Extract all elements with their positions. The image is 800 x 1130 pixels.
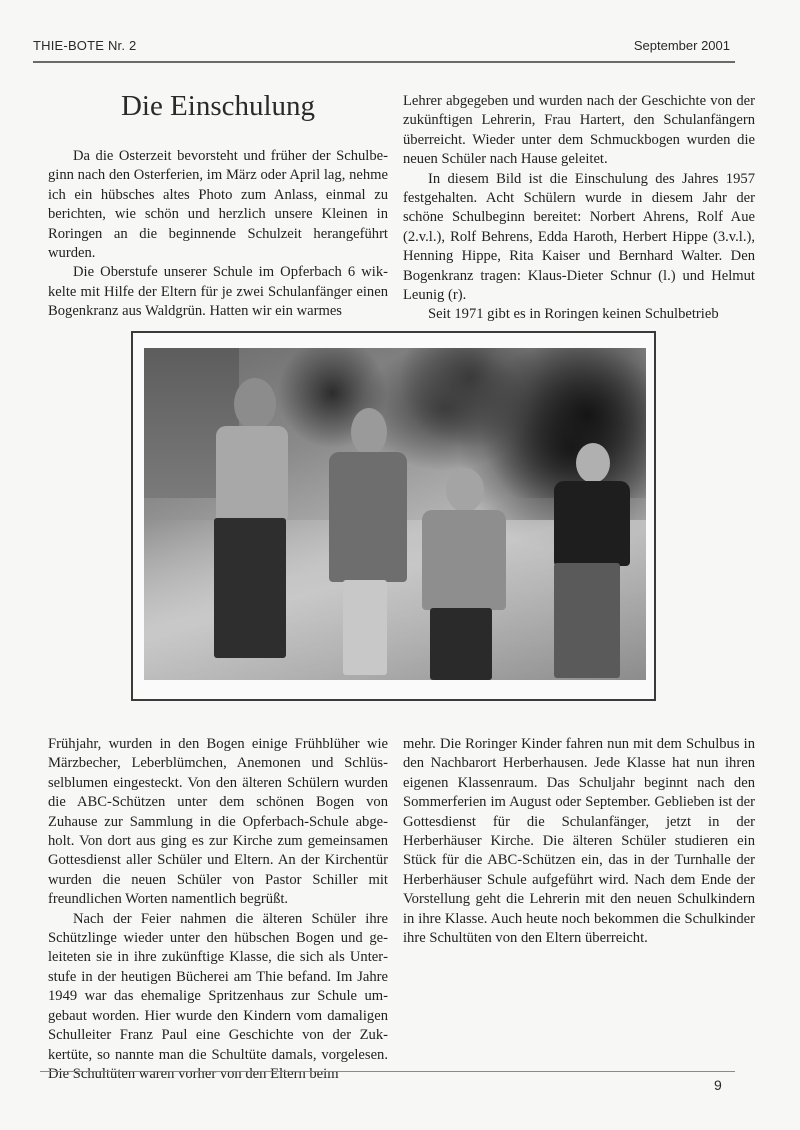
running-header	[33, 38, 735, 58]
publication-name: THIE-BOTE Nr. 2	[33, 38, 137, 53]
paragraph: Frühjahr, wurden in den Bogen einige Frühblüher wie Märzbecher, Leberblümchen, Anemonen und Schlüsselblumen eingesteckt. Von den älteren Schülern wurden die ABC-Schützen unter dem schönen Bogen von Zuhause zur Sammlung in die Opferbach-Schule abgeholt. Von dort aus ging es zur Kirche zum gemeinsamen Gottesdienst aller Schüler und Eltern. An der Kirchentür wurden die neuen Schüler von Pastor Schiller mit freundlichen Worten namentlich begrüßt.	[48, 736, 388, 908]
footer-rule	[40, 1071, 735, 1072]
photo-child-3	[416, 468, 511, 680]
paragraph: mehr. Die Roringer Kinder fahren nun mit dem Schulbus in den Nachbarort Herberhausen. Jede Klasse hat nun ihren eigenen Klassenraum. Das Schuljahr beginnt nach den Sommerferien im August oder September. Geblieben ist der Gottesdienst für die Schulanfänger, jetzt in der Herberhäuser Kirche. Die älteren Schüler studieren ein Stück für die ABC-Schützen ein, das in der Turnhalle der Herberhäuser Schule aufgeführt wird. Nach dem Ende der Vorstellung geht die Lehrerin mit den neuen Schulkindern in ihre Klasse. Auch heute noch bekommen die Schulkinder ihre Schultüten von den Eltern überreicht.	[403, 736, 755, 947]
article-title: Die Einschulung	[120, 90, 316, 122]
paragraph: Nach der Feier nahmen die älteren Schüler ihre Schützlinge wieder unter den hübschen Bogen und geleiteten sie in ihre zukünftige Klasse, die sich als Unterstufe in der heutigen Bücherei am Thie befand. Im Jahre 1949 war das ehemalige Spritzenhaus zur Schule umgebaut worden. Hier wurde den Kindern vom damaligen Schulleiter Franz Paul eine Geschichte von der Zukkertüte, so nannte man die Schultüte damals, vorgelesen. Die Schultüten waren vorher von den Eltern beim	[48, 910, 388, 1082]
page-number: 9	[714, 1077, 722, 1093]
school-enrollment-photo	[144, 348, 646, 680]
paragraph: Lehrer abgegeben und wurden nach der Geschichte von der zukünftigen Lehrerin, Frau Hartert, den Schulanfängern überreicht. Wieder unter dem Schmuckbogen wurden die neuen Schüler nach Hause geleitet.	[403, 93, 755, 168]
header-rule	[33, 61, 735, 63]
paragraph: Da die Osterzeit bevorsteht und früher der Schulbeginn nach den Osterferien, im März oder April lag, nehme ich ein hübsches altes Photo zum Anlass, einmal zu berichten, wie schön und herzlich unsere Kleinen in Roringen an die beginnende Schulzeit herangeführt wurden.	[48, 148, 388, 262]
photo-child-1	[204, 378, 294, 678]
photo-child-4	[544, 433, 634, 680]
column-left-bottom	[48, 735, 388, 1084]
column-right-bottom	[403, 735, 755, 948]
issue-date: September 2001	[633, 38, 730, 53]
column-left-top	[48, 147, 388, 322]
paragraph: In diesem Bild ist die Einschulung des Jahres 1957 festgehalten. Acht Schülern wurde in diesem Jahr der schöne Schulbeginn bereitet: Norbert Ahrens, Rolf Aue (2.v.l.), Rolf Behrens, Edda Haroth, Herbert Hippe (3.v.l.), Henning Hippe, Rita Kaiser und Bernhard Walter. Den Bogenkranz tragen: Klaus-Dieter Schnur (l.) und Helmut Leunig (r).	[403, 170, 755, 304]
paragraph: Die Oberstufe unserer Schule im Opferbach 6 wikkelte mit Hilfe der Eltern für je zwei Schulanfänger einen Bogenkranz aus Waldgrün. Hatten wir ein warmes	[48, 264, 388, 320]
photo-frame	[131, 331, 656, 701]
column-right-top	[403, 92, 755, 325]
photo-child-2	[319, 408, 414, 680]
paragraph: Seit 1971 gibt es in Roringen keinen Schulbetrieb	[428, 306, 719, 323]
